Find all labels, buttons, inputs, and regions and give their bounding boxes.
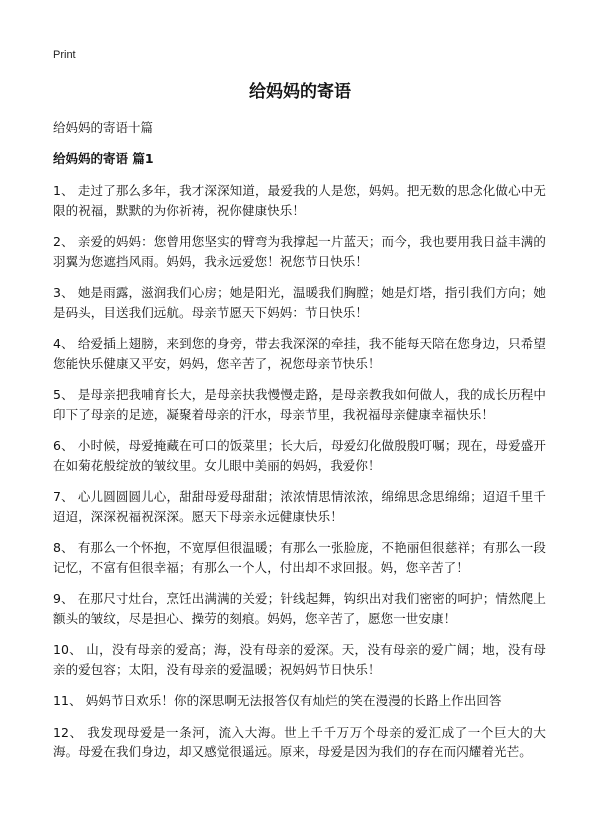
paragraph-10: 10、 山，没有母亲的爱高；海，没有母亲的爱深。天，没有母亲的爱广阔；地，没有母亲的爱包容；太阳，没有母亲的爱温暖；祝妈妈节日快乐！ (53, 642, 546, 677)
paragraph-2: 2、 亲爱的妈妈：您曾用您坚实的臂弯为我撑起一片蓝天；而今，我也要用我日益丰满的羽翼为您遮挡风雨。妈妈，我永远爱您！祝您节日快乐！ (53, 234, 546, 269)
paragraph-8: 8、 有那么一个怀抱，不宽厚但很温暖；有那么一张脸庞，不艳丽但很慈祥；有那么一段记忆，不富有但很幸福；有那么一个人，付出却不求回报。妈，您辛苦了！ (53, 540, 546, 575)
paragraph-6: 6、 小时候，母爱掩藏在可口的饭菜里；长大后，母爱幻化做殷殷叮嘱；现在，母爱盛开在如菊花般绽放的皱纹里。女儿眼中美丽的妈妈，我爱你！ (53, 438, 546, 473)
page-title: 给妈妈的寄语 (249, 82, 351, 102)
print-link[interactable]: Print (53, 49, 76, 61)
section-heading: 给妈妈的寄语 篇1 (53, 151, 154, 166)
paragraph-list (53, 181, 546, 774)
paragraph-11: 11、 妈妈节日欢乐！你的深思啊无法报答仅有灿烂的笑在漫漫的长路上作出回答 (53, 693, 502, 708)
paragraph-12: 12、 我发现母爱是一条河，流入大海。世上千千万万个母亲的爱汇成了一个巨大的大海。母爱在我们身边，却又感觉很遥远。原来，母爱是因为我们的存在而闪耀着光芒。 (53, 724, 546, 759)
paragraph-1: 1、 走过了那么多年，我才深深知道，最爱我的人是您，妈妈。把无数的思念化做心中无限的祝福，默默的为你祈祷，祝你健康快乐！ (53, 183, 546, 218)
paragraph-5: 5、 是母亲把我哺育长大，是母亲扶我慢慢走路，是母亲教我如何做人，我的成长历程中印下了母亲的足迹，凝聚着母亲的汗水，母亲节里，我祝福母亲健康幸福快乐！ (53, 387, 546, 422)
paragraph-9: 9、 在那尺寸灶台，烹饪出满满的关爱；针线起舞，钩织出对我们密密的呵护；情然爬上额头的皱纹，尽是担心、操劳的刻痕。妈妈，您辛苦了，愿您一世安康！ (53, 591, 546, 626)
paragraph-7: 7、 心儿圆圆圆儿心，甜甜母爱母甜甜；浓浓情思情浓浓，绵绵思念思绵绵；迢迢千里千迢迢，深深祝福祝深深。愿天下母亲永远健康快乐！ (53, 489, 546, 524)
paragraph-3: 3、 她是雨露，滋润我们心房；她是阳光，温暖我们胸膛；她是灯塔，指引我们方向；她是码头，目送我们远航。母亲节愿天下妈妈：节日快乐！ (53, 285, 546, 320)
document-subtitle: 给妈妈的寄语十篇 (53, 120, 154, 135)
paragraph-4: 4、 给爱插上翅膀，来到您的身旁，带去我深深的牵挂，我不能每天陪在您身边，只希望您能快乐健康又平安，妈妈，您辛苦了，祝您母亲节快乐！ (53, 336, 546, 371)
